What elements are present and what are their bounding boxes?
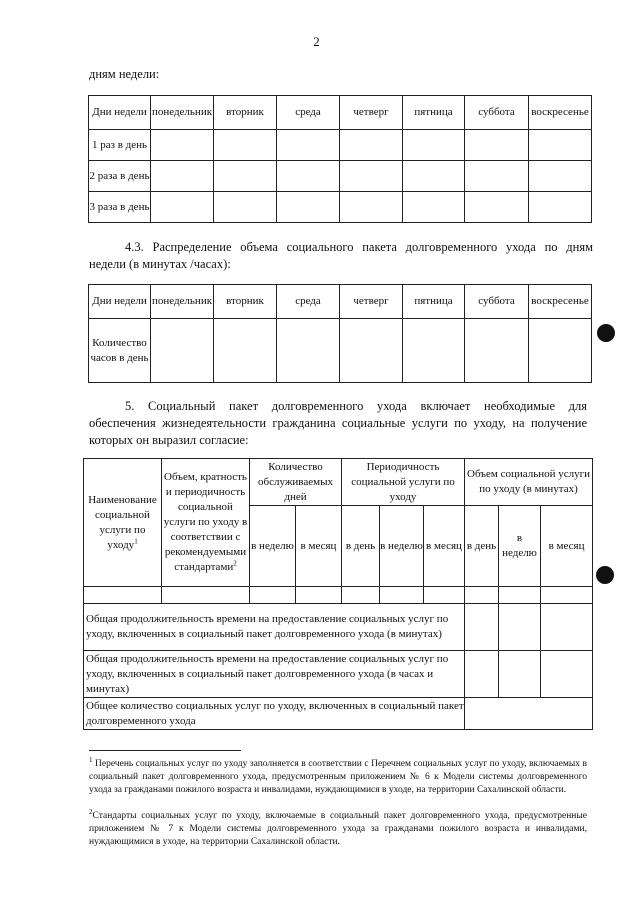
empty-cell <box>465 130 529 161</box>
empty-cell <box>465 651 499 698</box>
services-table <box>83 458 593 730</box>
empty-cell <box>541 604 593 651</box>
sub-month: в месяц <box>296 506 342 587</box>
empty-cell <box>465 192 529 223</box>
section-5-line1: 5. Социальный пакет долговременного ухода включает необходимые для <box>125 399 587 413</box>
empty-cell <box>340 161 403 192</box>
empty-cell <box>403 161 465 192</box>
day-header: воскресенье <box>529 285 592 319</box>
empty-cell <box>151 192 214 223</box>
punch-hole-mark <box>597 324 615 342</box>
empty-cell <box>403 319 465 383</box>
empty-cell <box>214 161 277 192</box>
sub-day: в день <box>465 506 499 587</box>
empty-cell <box>214 319 277 383</box>
summary-row <box>84 651 593 698</box>
empty-cell <box>529 192 592 223</box>
sub-month: в месяц <box>541 506 593 587</box>
punch-hole-mark <box>596 566 614 584</box>
days-label-cell: Дни недели <box>89 285 151 319</box>
section-4-3-line2: недели (в минутах /часах): <box>89 257 231 271</box>
day-header: понедельник <box>151 285 214 319</box>
empty-cell <box>277 192 340 223</box>
row-label: Количество часов в день <box>89 319 151 383</box>
empty-cell <box>529 161 592 192</box>
empty-cell <box>342 587 380 604</box>
footnote-separator <box>89 750 241 751</box>
empty-cell <box>380 587 424 604</box>
empty-cell <box>499 651 541 698</box>
row-label: 3 раза в день <box>89 192 151 223</box>
empty-cell <box>424 587 465 604</box>
sub-month: в месяц <box>424 506 465 587</box>
sub-day: в день <box>342 506 380 587</box>
footnote-1: $^1$ Перечень социальных услуг по уходу заполняется в соответствии с Перечнем социальных услуг по уходу, включаемых в социальный пакет долговременного ухода, предусмотренным приложением № 6 к Модели системы долговременного ухода за гражданами пожилого возраста и инвалидами, нуждающимися в уходе, на территории Сахалинской области. <box>89 755 587 795</box>
empty-cell <box>541 587 593 604</box>
sub-week: в неделю <box>380 506 424 587</box>
empty-cell <box>277 319 340 383</box>
col-minutes-header: Объем социальной услуги по уходу (в минутах) <box>465 459 593 506</box>
empty-cell <box>529 319 592 383</box>
summary-row <box>84 604 593 651</box>
table-row <box>89 161 592 192</box>
summary-row <box>84 698 593 730</box>
empty-cell <box>277 130 340 161</box>
day-header: суббота <box>465 96 529 130</box>
col-name-header: Наименование социальной услуги по уходу$^1$ <box>84 459 162 587</box>
day-header: вторник <box>214 285 277 319</box>
row-label: 2 раза в день <box>89 161 151 192</box>
empty-cell <box>465 319 529 383</box>
table-header-row <box>89 285 592 319</box>
empty-cell <box>340 319 403 383</box>
empty-cell <box>403 130 465 161</box>
empty-cell <box>403 192 465 223</box>
empty-cell <box>465 604 499 651</box>
day-header: четверг <box>340 96 403 130</box>
empty-cell <box>529 130 592 161</box>
empty-cell <box>541 651 593 698</box>
day-header: понедельник <box>151 96 214 130</box>
day-header: среда <box>277 96 340 130</box>
empty-cell <box>465 587 499 604</box>
empty-cell <box>499 587 541 604</box>
section-5-line3: которых он выразил согласие: <box>89 433 249 447</box>
empty-cell <box>151 161 214 192</box>
day-header: пятница <box>403 96 465 130</box>
section-4-3-line1: 4.3. Распределение объема социального пакета долговременного ухода по дням <box>125 240 593 254</box>
page-number: 2 <box>313 34 320 49</box>
col-period-header: Периодичность социальной услуги по уходу <box>342 459 465 506</box>
empty-cell <box>214 192 277 223</box>
section-5-line2: обеспечения жизнедеятельности гражданина социальные услуги по уходу, на получение <box>89 416 587 430</box>
day-header: среда <box>277 285 340 319</box>
empty-cell <box>340 192 403 223</box>
row-label: 1 раз в день <box>89 130 151 161</box>
sub-week: в неделю <box>499 506 541 587</box>
day-header: пятница <box>403 285 465 319</box>
days-label-cell: Дни недели <box>89 96 151 130</box>
empty-cell <box>250 587 296 604</box>
empty-cell <box>151 130 214 161</box>
col-volume-header: Объем, кратность и периодичность социальной услуги по уходу в соответствии с рекомендуемыми стандартами$^2$ <box>162 459 250 587</box>
day-header: воскресенье <box>529 96 592 130</box>
table-row <box>89 319 592 383</box>
intro-text: дням недели: <box>89 67 160 81</box>
day-header: вторник <box>214 96 277 130</box>
table-row <box>89 130 592 161</box>
empty-cell <box>84 587 162 604</box>
summary-count-label: Общее количество социальных услуг по уходу, включенных в социальный пакет долговременного ухода <box>84 698 465 730</box>
day-header: четверг <box>340 285 403 319</box>
empty-cell <box>465 161 529 192</box>
col-count-header: Количество обслуживаемых дней <box>250 459 342 506</box>
sub-week: в неделю <box>250 506 296 587</box>
empty-cell <box>499 604 541 651</box>
empty-cell <box>277 161 340 192</box>
table-row <box>84 587 593 604</box>
empty-cell <box>162 587 250 604</box>
hours-per-day-table <box>88 284 592 383</box>
summary-hours-label: Общая продолжительность времени на предоставление социальных услуг по уходу, включенных в социальный пакет долговременного ухода (в часах и минутах) <box>84 651 465 698</box>
footnote-2: $^2$Стандарты социальных услуг по уходу, включаемые в социальный пакет долговременного ухода, предусмотренные приложением № 7 к Модели системы долговременного ухода за гражданами пожилого возраста и инвалидами, нуждающимися в уходе, на территории Сахалинской области. <box>89 807 587 847</box>
days-frequency-table <box>88 95 592 223</box>
empty-cell <box>340 130 403 161</box>
table-header-row <box>84 459 593 506</box>
empty-cell <box>296 587 342 604</box>
empty-cell <box>214 130 277 161</box>
summary-minutes-label: Общая продолжительность времени на предоставление социальных услуг по уходу, включенных в социальный пакет долговременного ухода (в минутах) <box>84 604 465 651</box>
table-header-row <box>89 96 592 130</box>
empty-cell <box>465 698 593 730</box>
empty-cell <box>151 319 214 383</box>
day-header: суббота <box>465 285 529 319</box>
table-row <box>89 192 592 223</box>
